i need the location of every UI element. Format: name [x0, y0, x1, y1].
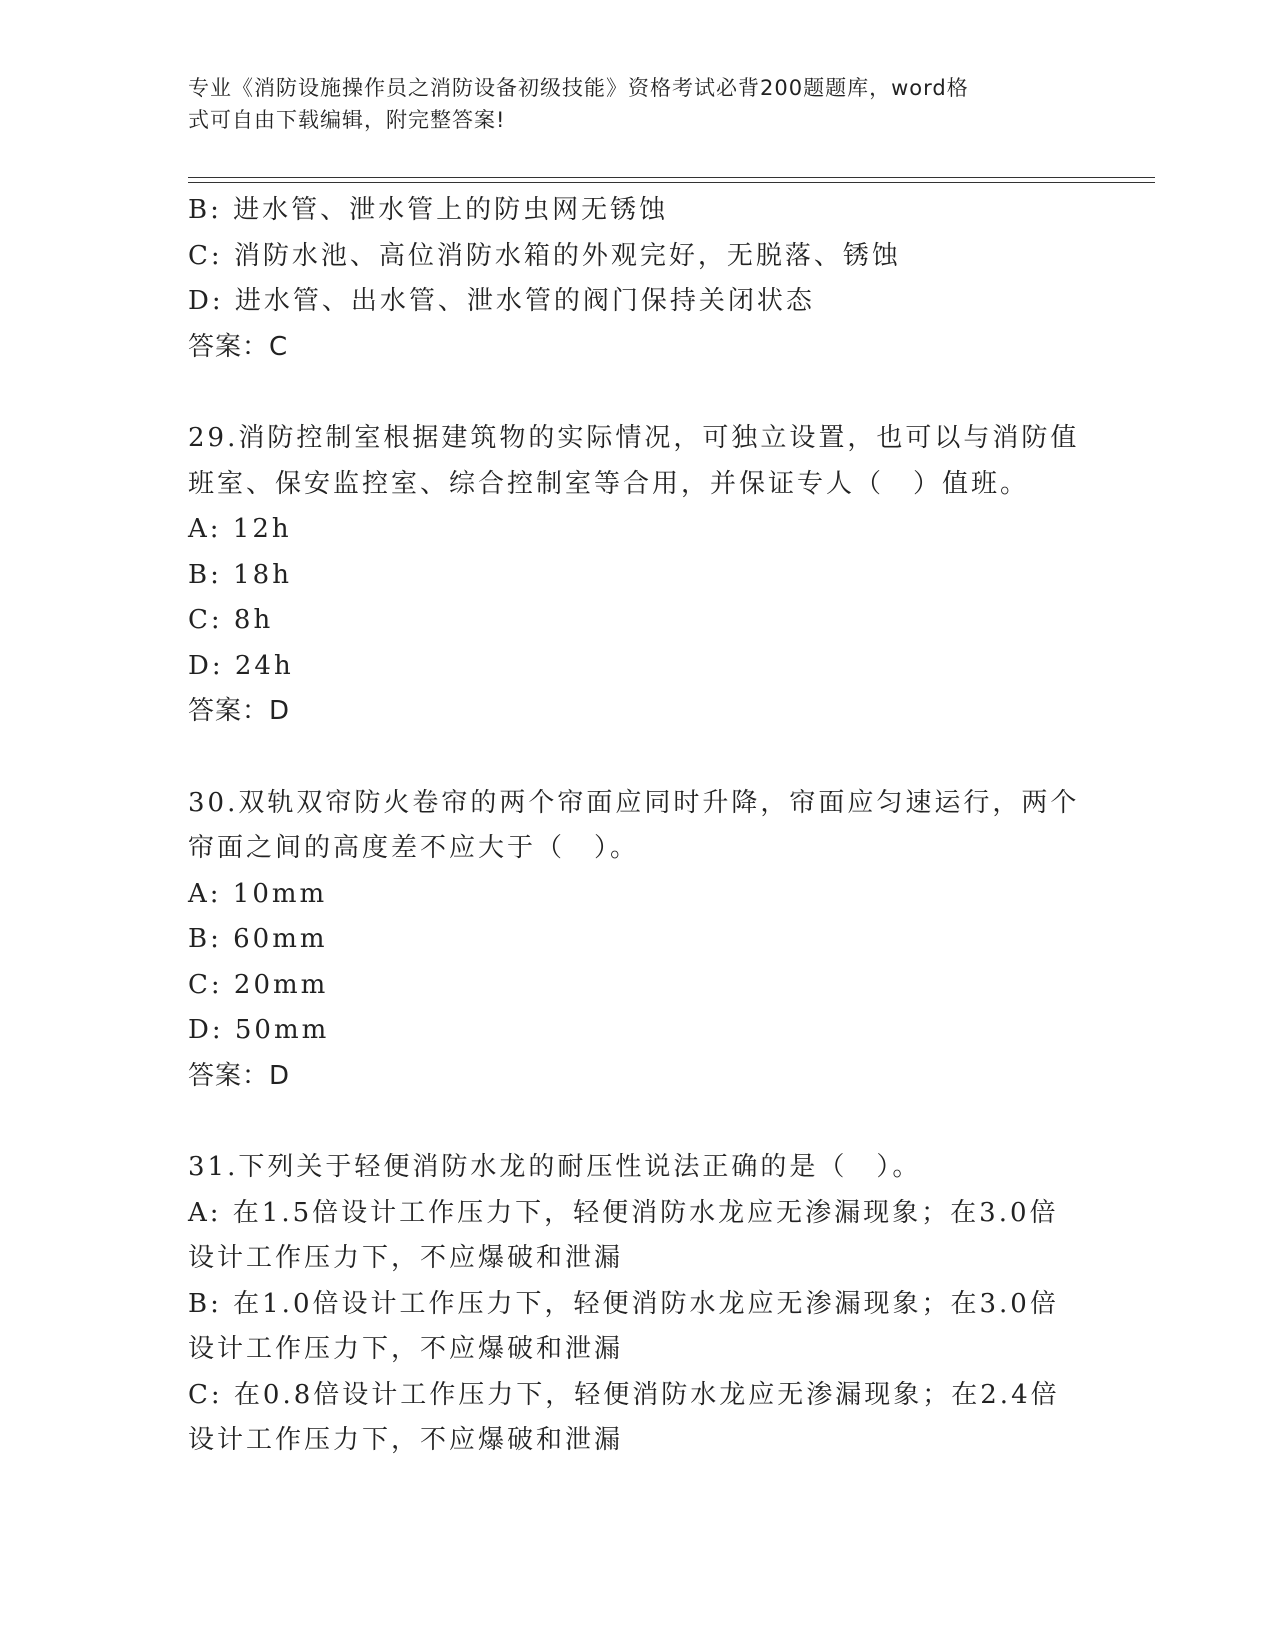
question-31 — [188, 1145, 1088, 1464]
option-c: C: 8h — [188, 605, 274, 635]
option-b: B: 在1.0倍设计工作压力下，轻便消防水龙应无渗漏现象；在3.0倍 — [188, 1288, 1059, 1319]
option-c-continued: 设计工作压力下，不应爆破和泄漏 — [188, 1425, 624, 1455]
option-c: C: 消防水池、高位消防水箱的外观完好，无脱落、锈蚀 — [188, 240, 901, 271]
option-a-continued: 设计工作压力下，不应爆破和泄漏 — [188, 1243, 624, 1273]
question-29 — [188, 416, 1088, 735]
question-stem: 30.双轨双帘防火卷帘的两个帘面应同时升降，帘面应匀速运行，两个 — [188, 787, 1080, 818]
option-d: D: 进水管、出水管、泄水管的阀门保持关闭状态 — [188, 286, 815, 316]
header-line-1: 专业《消防设施操作员之消防设备初级技能》资格考试必背200题题库，word格 — [188, 76, 969, 100]
question-30 — [188, 781, 1088, 1100]
option-b-continued: 设计工作压力下，不应爆破和泄漏 — [188, 1334, 624, 1364]
option-b: B: 18h — [188, 559, 292, 590]
question-stem: 29.消防控制室根据建筑物的实际情况，可独立设置，也可以与消防值 — [188, 423, 1080, 453]
header-rule-top — [188, 177, 1155, 178]
option-d: D: 50mm — [188, 1015, 330, 1045]
spacer — [188, 735, 1088, 781]
header-rule-bottom — [188, 182, 1155, 183]
option-a: A: 在1.5倍设计工作压力下，轻便消防水龙应无渗漏现象；在3.0倍 — [188, 1197, 1059, 1228]
question-28-continued — [188, 188, 1088, 370]
header-line-2: 式可自由下载编辑，附完整答案! — [188, 108, 506, 132]
option-d: D: 24h — [188, 650, 294, 681]
document-body — [188, 188, 1088, 1464]
answer: 答案：C — [188, 331, 289, 362]
option-c: C: 在0.8倍设计工作压力下，轻便消防水龙应无渗漏现象；在2.4倍 — [188, 1379, 1060, 1410]
spacer — [188, 370, 1088, 416]
option-a: A: 10mm — [188, 878, 328, 909]
answer: 答案：D — [188, 696, 291, 726]
option-a: A: 12h — [188, 514, 292, 544]
question-stem: 班室、保安监控室、综合控制室等合用，并保证专人（ ）值班。 — [188, 468, 1030, 499]
page-header — [188, 72, 1068, 136]
answer: 答案：D — [188, 1060, 291, 1091]
spacer — [188, 1099, 1088, 1145]
option-b: B: 60mm — [188, 924, 328, 954]
question-stem: 31.下列关于轻便消防水龙的耐压性说法正确的是（ ）。 — [188, 1152, 922, 1182]
option-c: C: 20mm — [188, 969, 329, 1000]
question-stem: 帘面之间的高度差不应大于（ ）。 — [188, 833, 640, 863]
option-b: B: 进水管、泄水管上的防虫网无锈蚀 — [188, 195, 669, 225]
